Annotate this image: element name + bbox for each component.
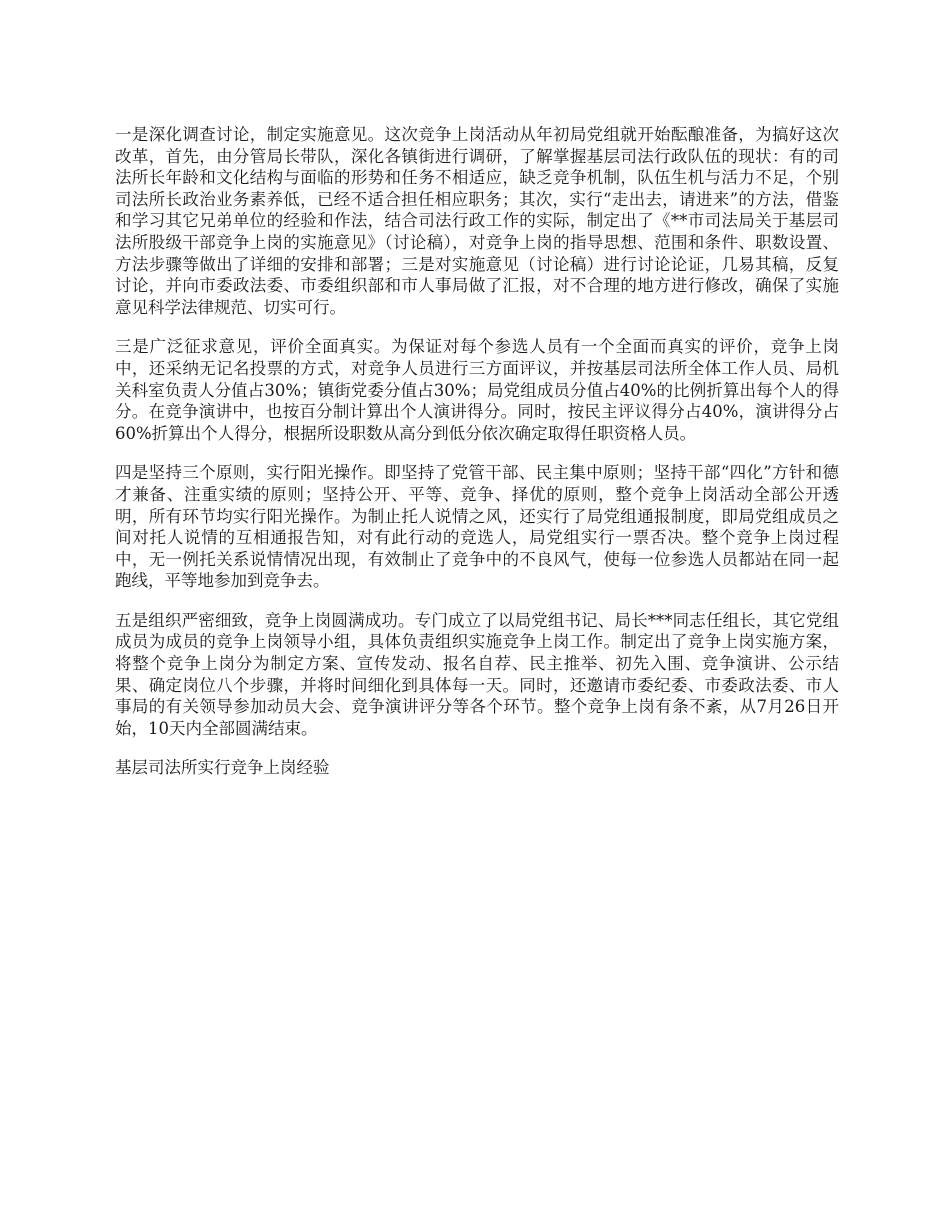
paragraph-deepen-investigation: 一是深化调查讨论，制定实施意见。这次竞争上岗活动从年初局党组就开始酝酿准备，为搞好这次改革，首先，由分管局长带队，深化各镇街进行调研，了解掌握基层司法行政队伍的现状：有的司法所长年龄和文化结构与面临的形势和任务不相适应，缺乏竞争机制，队伍生机与活力不足，个别司法所长政治业务素养低，已经不适合担任相应职务；其次，实行“走出去，请进来”的方法，借鉴和学习其它兄弟单位的经验和作法，结合司法行政工作的实际，制定出了《**市司法局关于基层司法所股级干部竞争上岗的实施意见》（讨论稿），对竞争上岗的指导思想、范围和条件、职数设置、方法步骤等做出了详细的安排和部署；三是对实施意见（讨论稿）进行讨论论证，几易其稿，反复讨论，并向市委政法委、市委组织部和市人事局做了汇报，对不合理的地方进行修改，确保了实施意见科学法律规范、切实可行。: [115, 125, 839, 317]
document-body: [115, 124, 839, 797]
paragraph-solicit-opinions: 三是广泛征求意见，评价全面真实。为保证对每个参选人员有一个全面而真实的评价，竞争上岗中，还采纳无记名投票的方式，对竞争人员进行三方面评议，并按基层司法所全体工作人员、局机关科室负责人分值占30%；镇街党委分值占30%；局党组成员分值占40%的比例折算出每个人的得分。在竞争演讲中，也按百分制计算出个人演讲得分。同时，按民主评议得分占40%，演讲得分占60%折算出个人得分，根据所设职数从高分到低分依次确定取得任职资格人员。: [115, 337, 839, 443]
document-title-footer: 基层司法所实行竞争上岗经验: [115, 758, 330, 778]
paragraph-three-principles: 四是坚持三个原则，实行阳光操作。即坚持了党管干部、民主集中原则；坚持干部“四化”方针和德才兼备、注重实绩的原则；坚持公开、平等、竞争、择优的原则，整个竞争上岗活动全部公开透明，所有环节均实行阳光操作。为制止托人说情之风，还实行了局党组通报制度，即局党组成员之间对托人说情的互相通报告知，对有此行动的竞选人，局党组实行一票否决。整个竞争上岗过程中，无一例托关系说情情况出现，有效制止了竞争中的不良风气，使每一位参选人员都站在同一起跑线，平等地参加到竞争去。: [115, 463, 839, 591]
paragraph-organization: 五是组织严密细致，竞争上岗圆满成功。专门成立了以局党组书记、局长***同志任组长，其它党组成员为成员的竞争上岗领导小组，具体负责组织实施竞争上岗工作。制定出了竞争上岗实施方案，将整个竞争上岗分为制定方案、宣传发动、报名自荐、民主推举、初先入围、竞争演讲、公示结果、确定岗位八个步骤，并将时间细化到具体每一天。同时，还邀请市委纪委、市委政法委、市人事局的有关领导参加动员大会、竞争演讲评分等各个环节。整个竞争上岗有条不紊，从7月26日开始，10天内全部圆满结束。: [115, 610, 839, 738]
